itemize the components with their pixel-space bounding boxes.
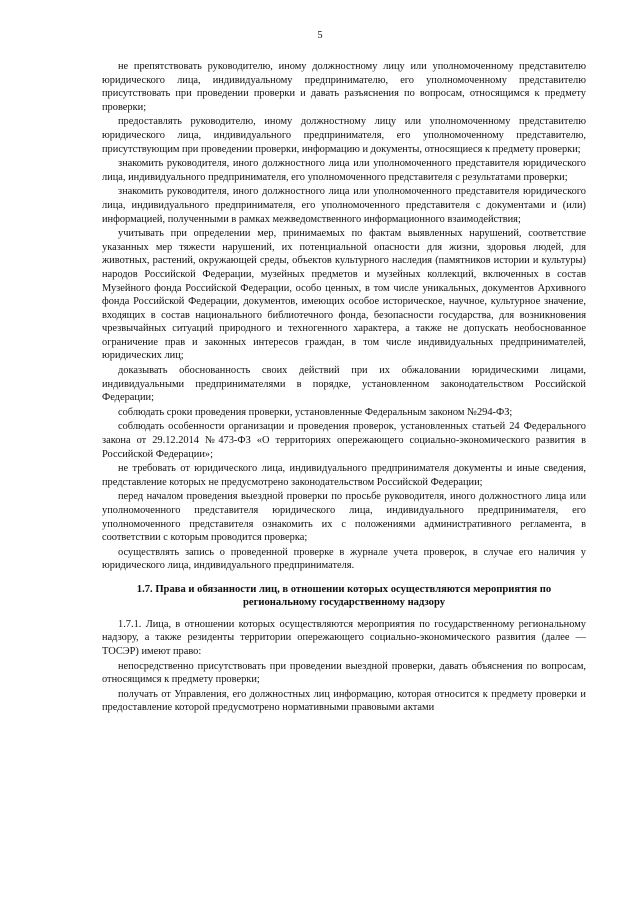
paragraph: не требовать от юридического лица, индивидуального предпринимателя документы и иные сведения, представление которых не предусмотрено законодательством Российской Федерации; xyxy=(102,463,586,488)
paragraph: соблюдать особенности организации и проведения проверок, установленных статьей 24 Федерального закона от 29.12.2014 №473-ФЗ «О территориях опережающего социально-экономического развития в Российской Федерации»; xyxy=(102,421,586,460)
paragraph: перед началом проведения выездной проверки по просьбе руководителя, иного должностного лица или уполномоченного представителя юридического лица, индивидуального предпринимателя, его уполномоченного представителя ознакомить их с положениями административного регламента, в соответствии с которым проводится проверка; xyxy=(102,491,586,544)
paragraph: соблюдать сроки проведения проверки, установленные Федеральным законом №294-ФЗ; xyxy=(118,406,513,418)
page-number: 5 xyxy=(317,30,323,41)
paragraph: осуществлять запись о проведенной проверке в журнале учета проверок, в случае его наличия у юридического лица, индивидуального предпринимателя. xyxy=(102,546,586,572)
paragraph: доказывать обоснованность своих действий при их обжаловании юридическими лицами, индивидуальными предпринимателями в порядке, установленном законодательством Российской Федерации; xyxy=(102,365,586,404)
paragraph: не препятствовать руководителю, иному должностному лицу или уполномоченному представителю юридического лица, индивидуальному предпринимателю, его уполномоченному представителю присутствовать при проведении проверки и давать разъяснения по вопросам, относящимся к предмету проверки; xyxy=(102,61,586,113)
paragraph: получать от Управления, его должностных лиц информацию, которая относится к предмету проверки и предоставление которой предусмотрено нормативными правовыми актами xyxy=(102,688,586,714)
section-heading: 1.7. Права и обязанности лиц, в отношении которых осуществляются мероприятия по региональному государственному надзору xyxy=(136,583,552,609)
page-content xyxy=(102,60,586,715)
paragraph: знакомить руководителя, иного должностного лица или уполномоченного представителя юридического лица, индивидуального предпринимателя, его уполномоченного представителя с документами и (или) информацией, полученными в рамках межведомственного информационного взаимодействия; xyxy=(102,186,586,225)
paragraph: учитывать при определении мер, принимаемых по фактам выявленных нарушений, соответствие указанных мер тяжести нарушений, их потенциальной опасности для жизни, здоровья людей, для животных, растений, окружающей среды, объектов культурного наследия (памятников истории и культуры) народов Российской Федерации, музейных предметов и музейных коллекций, включенных в состав Музейного фонда Российской Федерации, особо ценных, в том числе уникальных, документов Архивного фонда Российской Федерации, документов, имеющих особое историческое, научное, культурное значение, входящих в состав национального библиотечного фонда, безопасности государства, для возникновения чрезвычайных ситуаций природного и техногенного характера, а также не допускать необоснованное ограничение прав и законных интересов граждан, в том числе индивидуальных предпринимателей, юридических лиц; xyxy=(102,228,586,362)
paragraph: знакомить руководителя, иного должностного лица или уполномоченного представителя юридического лица, индивидуального предпринимателя, его уполномоченного представителя с результатами проверки; xyxy=(102,158,586,183)
paragraph: непосредственно присутствовать при проведении выездной проверки, давать объяснения по вопросам, относящимся к предмету проверки; xyxy=(102,660,586,686)
paragraph: предоставлять руководителю, иному должностному лицу или уполномоченному представителю юридического лица, индивидуального предпринимателя, его уполномоченному представителю, присутствующим при проведении проверки, информацию и документы, относящиеся к предмету проверки; xyxy=(102,116,586,155)
paragraph: 1.7.1. Лица, в отношении которых осуществляются мероприятия по государственному региональному надзору, а также резиденты территории опережающего социально-экономического развития (далее — ТОСЭР) имеют право: xyxy=(102,618,586,657)
